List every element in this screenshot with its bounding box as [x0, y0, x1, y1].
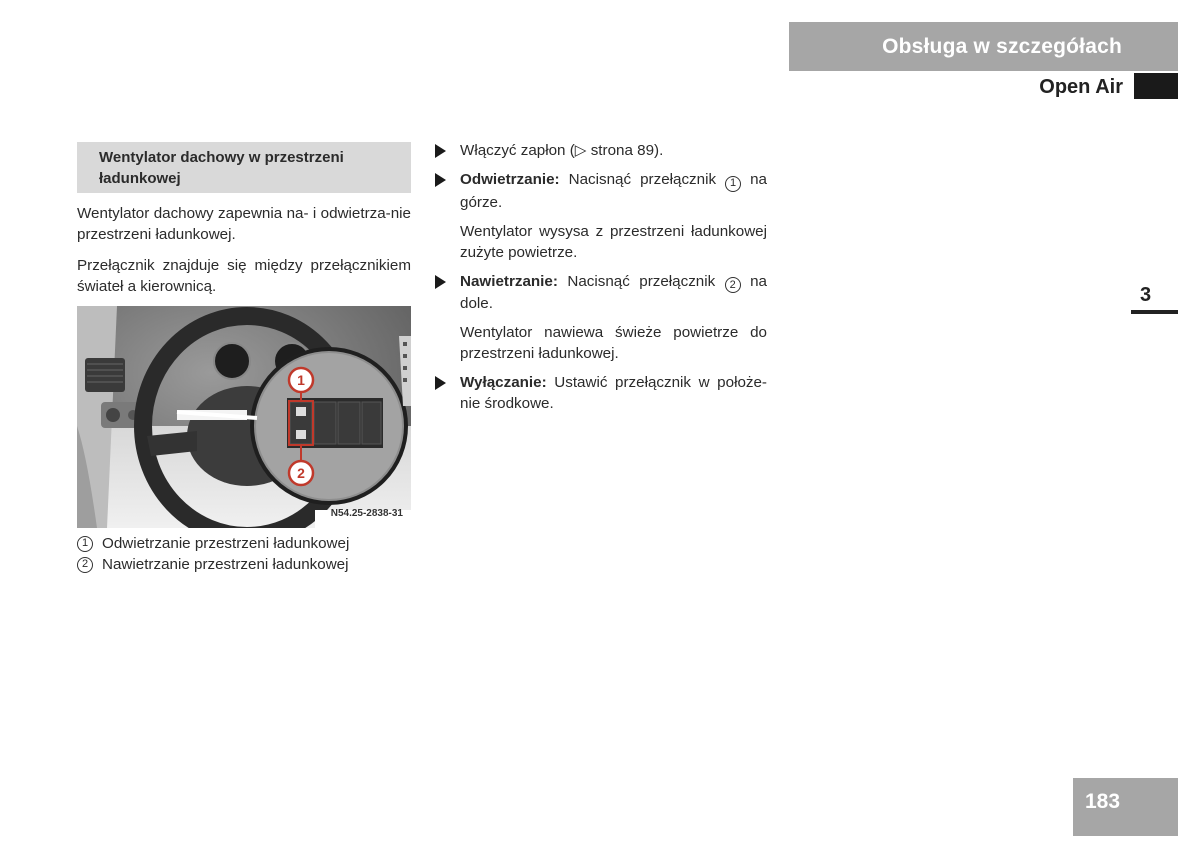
step-text: Włączyć zapłon ( [460, 142, 575, 159]
bullet-triangle-icon [435, 144, 446, 158]
bullet-triangle-icon [435, 173, 446, 187]
page-ref-arrow-icon: ▷ [574, 142, 587, 159]
section-marker-block [1134, 73, 1178, 99]
section-title: Open Air [1039, 76, 1123, 98]
callout-1-label: 1 [297, 372, 305, 388]
chapter-title-bar [789, 22, 1178, 71]
step-label: Odwietrzanie: [460, 171, 560, 188]
left-column [77, 142, 411, 575]
step-text: na dole. [460, 272, 767, 312]
switch-number-1: 1 [725, 176, 741, 192]
dashboard-figure [77, 306, 411, 528]
note-exhaust: Wentylator wysysa z przestrzeni ładunkowej zużyte powietrze. [460, 222, 767, 261]
step-text: Nacisnąć przełącznik [557, 272, 725, 290]
step-text: na górze. [460, 171, 767, 211]
subheading: Wentylator dachowy w przestrzeni ładunkowej [77, 142, 411, 193]
step-text: Nacisnąć przełącznik [559, 171, 726, 188]
instructions-column [433, 140, 767, 422]
dashboard-illustration [77, 306, 411, 528]
legend-text: Odwietrzanie przestrzeni ładunkowej [102, 535, 350, 552]
step-off [433, 372, 767, 414]
chapter-title: Obsługa w szczegółach [882, 34, 1122, 58]
step-exhaust [433, 169, 767, 213]
legend-item [77, 554, 411, 575]
switch-number-2: 2 [725, 277, 741, 293]
chapter-number-tab [1131, 282, 1178, 314]
legend-number-2: 2 [77, 557, 93, 573]
step-text: Ustawić przełącznik w położe-nie środkowe. [460, 374, 767, 412]
callout-2-label: 2 [297, 465, 305, 481]
intro-paragraph: Wentylator dachowy zapewnia na- i odwietrza-nie przestrzeni ładunkowej. [77, 205, 411, 243]
step-label: Nawietrzanie: [460, 272, 558, 290]
page-number: 183 [1085, 790, 1121, 813]
note-intake: Wentylator nawiewa świeże powietrze do przestrzeni ładunkowej. [460, 324, 767, 362]
legend-text: Nawietrzanie przestrzeni ładunkowej [102, 556, 349, 573]
legend-item [77, 533, 411, 554]
page-number-box [1073, 778, 1178, 836]
chapter-number: 3 [1140, 284, 1152, 306]
location-paragraph: Przełącznik znajduje się między przełącznikiem świateł a kierownicą. [77, 257, 411, 295]
step-ignition [433, 140, 767, 161]
step-label: Wyłączanie: [460, 374, 547, 391]
step-text: strona 89). [586, 142, 664, 159]
figure-code: N54.25-2838-31 [330, 508, 403, 519]
bullet-triangle-icon [435, 376, 446, 390]
legend-number-1: 1 [77, 536, 93, 552]
figure-legend [77, 533, 411, 575]
step-intake [433, 271, 767, 315]
bullet-triangle-icon [435, 275, 446, 289]
